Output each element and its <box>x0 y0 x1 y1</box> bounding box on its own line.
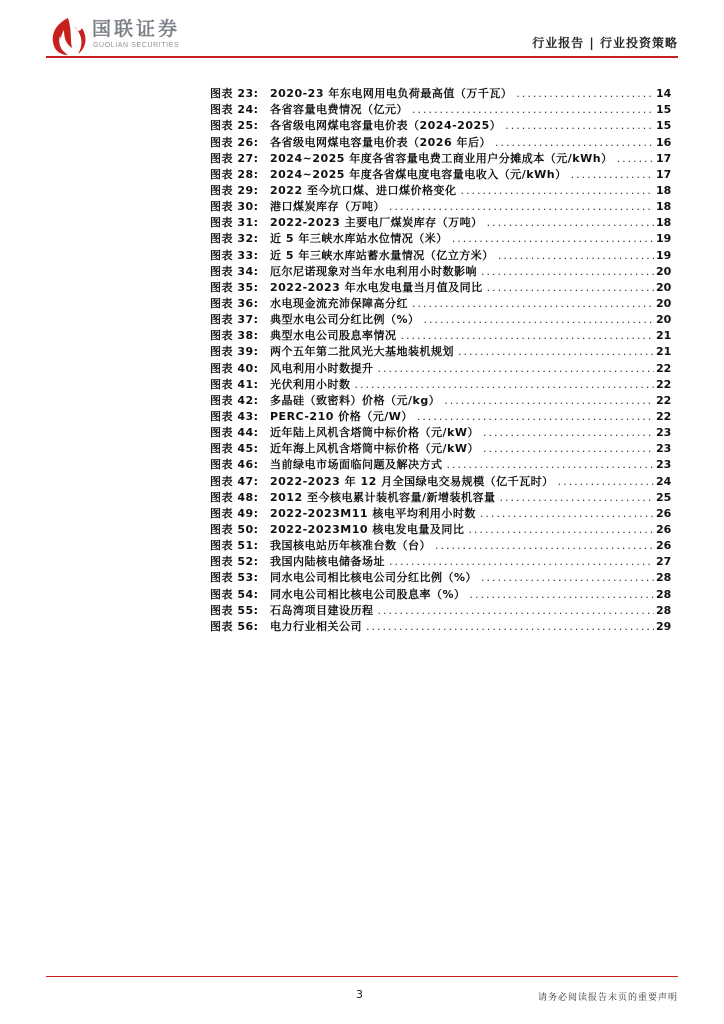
toc-row[interactable] <box>210 199 670 215</box>
toc-row[interactable] <box>210 554 670 570</box>
figure-number: 图表 49: <box>210 506 259 520</box>
toc-row[interactable] <box>210 151 670 167</box>
toc-row[interactable] <box>210 247 670 263</box>
toc-row[interactable] <box>210 215 670 231</box>
figure-number: 图表 31: <box>210 216 259 230</box>
figure-page-number: 19 <box>656 248 672 262</box>
dot-leader <box>458 344 654 360</box>
toc-row[interactable] <box>210 586 670 602</box>
toc-row[interactable] <box>210 522 670 538</box>
figure-page-number: 23 <box>656 426 672 440</box>
page-number: 3 <box>356 988 363 1001</box>
toc-row[interactable] <box>210 312 670 328</box>
dot-leader <box>378 361 655 377</box>
toc-row[interactable] <box>210 603 670 619</box>
figure-number: 图表 44: <box>210 426 259 440</box>
figure-number: 图表 23: <box>210 87 259 101</box>
figure-page-number: 20 <box>656 280 672 294</box>
toc-row[interactable] <box>210 538 670 554</box>
logo-english-name: GUOLIAN SECURITIES <box>93 42 180 49</box>
figure-title: 典型水电公司股息率情况 <box>270 329 397 343</box>
dot-leader <box>444 393 654 409</box>
figure-number: 图表 24: <box>210 103 259 117</box>
toc-row[interactable] <box>210 86 670 102</box>
toc-row[interactable] <box>210 280 670 296</box>
dot-leader <box>447 457 655 473</box>
dot-leader <box>424 312 654 328</box>
figure-number: 图表 39: <box>210 345 259 359</box>
figure-number: 图表 43: <box>210 409 259 423</box>
figure-title: 同水电公司相比核电公司分红比例（%） <box>270 571 478 585</box>
figure-title: 各省级电网煤电容量电价表（2024-2025） <box>270 119 502 133</box>
dot-leader <box>401 328 655 344</box>
figure-title: 2022-2023M11 核电平均利用小时数 <box>270 506 476 520</box>
figure-page-number: 28 <box>656 603 672 617</box>
figure-title: 2024~2025 年度各省容量电费工商业用户分摊成本（元/kWh） <box>270 151 613 165</box>
figure-page-number: 23 <box>656 458 672 472</box>
figure-page-number: 29 <box>656 619 672 633</box>
figure-title: 光伏利用小时数 <box>270 377 351 391</box>
figure-title: 各省容量电费情况（亿元） <box>270 103 408 117</box>
logo-chinese-name: 国联证券 <box>92 18 181 40</box>
figure-title: 当前绿电市场面临问题及解决方式 <box>270 458 443 472</box>
toc-row[interactable] <box>210 619 670 635</box>
toc-row[interactable] <box>210 296 670 312</box>
figure-page-number: 28 <box>656 571 672 585</box>
toc-row[interactable] <box>210 409 670 425</box>
figure-title: 近年海上风机含塔筒中标价格（元/kW） <box>270 442 479 456</box>
dot-leader <box>378 603 655 619</box>
figure-number: 图表 38: <box>210 329 259 343</box>
toc-row[interactable] <box>210 506 670 522</box>
figure-number: 图表 46: <box>210 458 259 472</box>
figure-number: 图表 25: <box>210 119 259 133</box>
figure-number: 图表 51: <box>210 539 259 553</box>
toc-row[interactable] <box>210 264 670 280</box>
dot-leader <box>468 522 654 538</box>
dot-leader <box>435 538 654 554</box>
dot-leader <box>558 474 654 490</box>
dot-leader <box>460 183 654 199</box>
figure-title: 同水电公司相比核电公司股息率（%） <box>270 587 466 601</box>
figure-number: 图表 48: <box>210 490 259 504</box>
figure-page-number: 14 <box>656 87 672 101</box>
figure-page-number: 20 <box>656 296 672 310</box>
figure-number: 图表 52: <box>210 555 259 569</box>
figure-number: 图表 56: <box>210 619 259 633</box>
figure-page-number: 16 <box>656 135 672 149</box>
figure-title: 石岛湾项目建设历程 <box>270 603 374 617</box>
dot-leader <box>516 86 654 102</box>
figure-page-number: 26 <box>656 522 672 536</box>
figure-number: 图表 30: <box>210 200 259 214</box>
figure-number: 图表 26: <box>210 135 259 149</box>
figure-number: 图表 34: <box>210 264 259 278</box>
figure-title: 两个五年第二批风光大基地装机规划 <box>270 345 454 359</box>
figure-page-number: 22 <box>656 361 672 375</box>
figure-title: 各省级电网煤电容量电价表（2026 年后） <box>270 135 491 149</box>
dot-leader <box>483 441 654 457</box>
dot-leader <box>498 248 654 264</box>
toc-row[interactable] <box>210 183 670 199</box>
dot-leader <box>617 151 654 167</box>
figure-page-number: 22 <box>656 393 672 407</box>
figure-page-number: 22 <box>656 377 672 391</box>
figure-number: 图表 40: <box>210 361 259 375</box>
toc-row[interactable] <box>210 344 670 360</box>
figure-title: 2022-2023 年水电发电量当月值及同比 <box>270 280 483 294</box>
figure-page-number: 18 <box>656 216 672 230</box>
header-divider <box>46 56 678 58</box>
dot-leader <box>481 264 654 280</box>
dot-leader <box>505 118 654 134</box>
toc-row[interactable] <box>210 393 670 409</box>
figure-title: 风电利用小时数提升 <box>270 361 374 375</box>
figure-title: 典型水电公司分红比例（%） <box>270 313 420 327</box>
dot-leader <box>452 231 654 247</box>
figure-number: 图表 33: <box>210 248 259 262</box>
figure-page-number: 18 <box>656 200 672 214</box>
figure-page-number: 24 <box>656 474 672 488</box>
figure-index-list <box>210 86 670 635</box>
figure-number: 图表 50: <box>210 522 259 536</box>
figure-title: 港口煤炭库存（万吨） <box>270 200 385 214</box>
figure-title: 近 5 年三峡水库站蓄水量情况（亿立方米） <box>270 248 494 262</box>
figure-page-number: 23 <box>656 442 672 456</box>
page-header <box>0 0 724 62</box>
toc-row[interactable] <box>210 441 670 457</box>
toc-row[interactable] <box>210 425 670 441</box>
figure-page-number: 21 <box>656 345 672 359</box>
figure-number: 图表 32: <box>210 232 259 246</box>
figure-title: 2022-2023 年 12 月全国绿电交易规模（亿千瓦时） <box>270 474 554 488</box>
figure-title: 2012 至今核电累计装机容量/新增装机容量 <box>270 490 496 504</box>
figure-page-number: 22 <box>656 409 672 423</box>
dot-leader <box>481 570 654 586</box>
figure-title: PERC-210 价格（元/W） <box>270 409 413 423</box>
figure-page-number: 17 <box>656 151 672 165</box>
dot-leader <box>480 506 654 522</box>
figure-page-number: 19 <box>656 232 672 246</box>
figure-page-number: 28 <box>656 587 672 601</box>
dot-leader <box>487 215 654 231</box>
figure-number: 图表 28: <box>210 167 259 181</box>
figure-page-number: 21 <box>656 329 672 343</box>
figure-number: 图表 54: <box>210 587 259 601</box>
figure-title: 2022 至今坑口煤、进口煤价格变化 <box>270 183 457 197</box>
figure-number: 图表 29: <box>210 183 259 197</box>
figure-page-number: 20 <box>656 313 672 327</box>
footer-divider <box>46 976 678 977</box>
dot-leader <box>389 554 654 570</box>
figure-title: 多晶硅（致密料）价格（元/kg） <box>270 393 441 407</box>
figure-number: 图表 53: <box>210 571 259 585</box>
toc-row[interactable] <box>210 167 670 183</box>
figure-number: 图表 36: <box>210 296 259 310</box>
toc-row[interactable] <box>210 231 670 247</box>
toc-row[interactable] <box>210 118 670 134</box>
dot-leader <box>571 167 654 183</box>
toc-row[interactable] <box>210 134 670 150</box>
figure-page-number: 15 <box>656 103 672 117</box>
figure-page-number: 15 <box>656 119 672 133</box>
dot-leader <box>412 102 654 118</box>
logo-flame-icon <box>46 16 90 56</box>
toc-row[interactable] <box>210 457 670 473</box>
figure-page-number: 27 <box>656 555 672 569</box>
figure-page-number: 25 <box>656 490 672 504</box>
figure-title: 2020-23 年东电网用电负荷最高值（万千瓦） <box>270 87 513 101</box>
figure-title: 水电现金流充沛保障高分红 <box>270 296 408 310</box>
figure-title: 2024~2025 年度各省煤电度电容量电收入（元/kWh） <box>270 167 567 181</box>
figure-number: 图表 27: <box>210 151 259 165</box>
toc-row[interactable] <box>210 377 670 393</box>
figure-number: 图表 47: <box>210 474 259 488</box>
report-type-label: 行业报告 | 行业投资策略 <box>532 36 678 50</box>
dot-leader <box>499 490 654 506</box>
dot-leader <box>412 296 654 312</box>
figure-number: 图表 55: <box>210 603 259 617</box>
figure-title: 2022-2023 主要电厂煤炭库存（万吨） <box>270 216 483 230</box>
figure-number: 图表 45: <box>210 442 259 456</box>
figure-number: 图表 41: <box>210 377 259 391</box>
figure-title: 2022-2023M10 核电发电量及同比 <box>270 522 465 536</box>
toc-row[interactable] <box>210 328 670 344</box>
dot-leader <box>389 199 654 215</box>
disclaimer-note: 请务必阅读报告末页的重要声明 <box>537 993 678 1003</box>
dot-leader <box>366 619 654 635</box>
figure-title: 我国核电站历年核准台数（台） <box>270 539 431 553</box>
toc-row[interactable] <box>210 473 670 489</box>
figure-number: 图表 35: <box>210 280 259 294</box>
figure-page-number: 26 <box>656 506 672 520</box>
toc-row[interactable] <box>210 360 670 376</box>
toc-row[interactable] <box>210 570 670 586</box>
figure-page-number: 17 <box>656 167 672 181</box>
dot-leader <box>495 135 654 151</box>
figure-page-number: 18 <box>656 183 672 197</box>
figure-title: 厄尔尼诺现象对当年水电利用小时数影响 <box>270 264 477 278</box>
figure-page-number: 20 <box>656 264 672 278</box>
toc-row[interactable] <box>210 102 670 118</box>
figure-title: 电力行业相关公司 <box>270 619 362 633</box>
dot-leader <box>355 377 655 393</box>
dot-leader <box>470 587 654 603</box>
figure-page-number: 26 <box>656 539 672 553</box>
dot-leader <box>417 409 654 425</box>
figure-title: 我国内陆核电储备场址 <box>270 555 385 569</box>
dot-leader <box>483 425 654 441</box>
figure-title: 近年陆上风机含塔筒中标价格（元/kW） <box>270 426 479 440</box>
figure-number: 图表 42: <box>210 393 259 407</box>
toc-row[interactable] <box>210 490 670 506</box>
dot-leader <box>487 280 654 296</box>
guolian-logo <box>46 16 196 56</box>
figure-number: 图表 37: <box>210 313 259 327</box>
figure-title: 近 5 年三峡水库站水位情况（米） <box>270 232 448 246</box>
